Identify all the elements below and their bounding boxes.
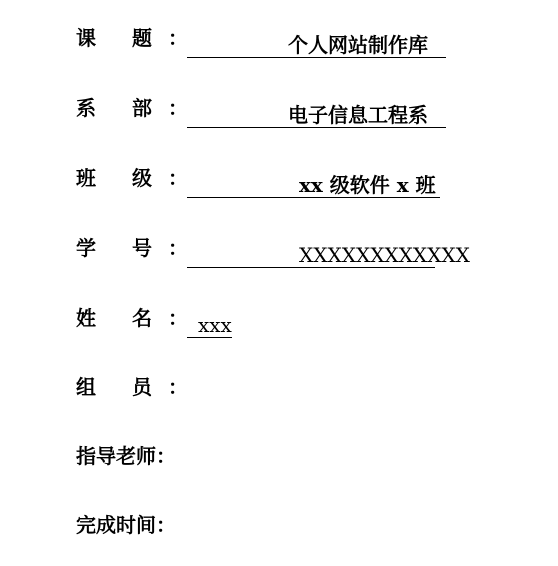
department-label-char-1: 系: [76, 96, 96, 120]
topic-label: [76, 18, 186, 58]
student-id-label: [76, 228, 186, 268]
topic-field[interactable]: [187, 18, 446, 58]
class-row: [0, 158, 558, 198]
topic-label-colon: ：: [168, 26, 188, 50]
student-id-row: [0, 228, 558, 268]
student-id-value: XXXXXXXXXXXX: [299, 243, 470, 267]
members-label: [76, 367, 186, 407]
topic-label-char-1: 课: [76, 26, 96, 50]
class-label-char-2: 级: [132, 166, 152, 190]
name-row: [0, 298, 558, 338]
name-label: [76, 298, 186, 338]
name-value: xxx: [198, 313, 232, 337]
class-label: [76, 158, 186, 198]
department-label: [76, 88, 186, 128]
department-row: [0, 88, 558, 128]
student-id-label-char-2: 号: [132, 236, 152, 260]
members-row: [0, 367, 558, 407]
student-id-label-char-1: 学: [76, 236, 96, 260]
topic-label-char-2: 题: [132, 26, 152, 50]
class-value: xx 级软件 x 班: [299, 173, 436, 197]
name-label-char-2: 名: [132, 306, 152, 330]
topic-value: 个人网站制作库: [288, 33, 428, 57]
topic-row: [0, 18, 558, 58]
student-id-label-colon: ：: [168, 236, 188, 260]
name-label-char-1: 姓: [76, 306, 96, 330]
members-label-char-2: 员: [132, 375, 152, 399]
name-label-colon: ：: [168, 306, 188, 330]
members-label-char-1: 组: [76, 375, 96, 399]
student-id-field[interactable]: [187, 228, 470, 268]
department-value: 电子信息工程系: [288, 103, 428, 127]
members-label-colon: ：: [168, 375, 188, 399]
department-field[interactable]: [187, 88, 446, 128]
advisor-label: 指导老师：: [76, 444, 176, 468]
class-label-colon: ：: [168, 166, 188, 190]
completion-date-label: 完成时间：: [76, 513, 176, 537]
class-label-char-1: 班: [76, 166, 96, 190]
name-field[interactable]: [187, 298, 232, 338]
advisor-row: [0, 436, 558, 476]
completion-date-row: [0, 505, 558, 545]
department-label-char-2: 部: [132, 96, 152, 120]
class-field[interactable]: [187, 158, 440, 198]
department-label-colon: ：: [168, 96, 188, 120]
